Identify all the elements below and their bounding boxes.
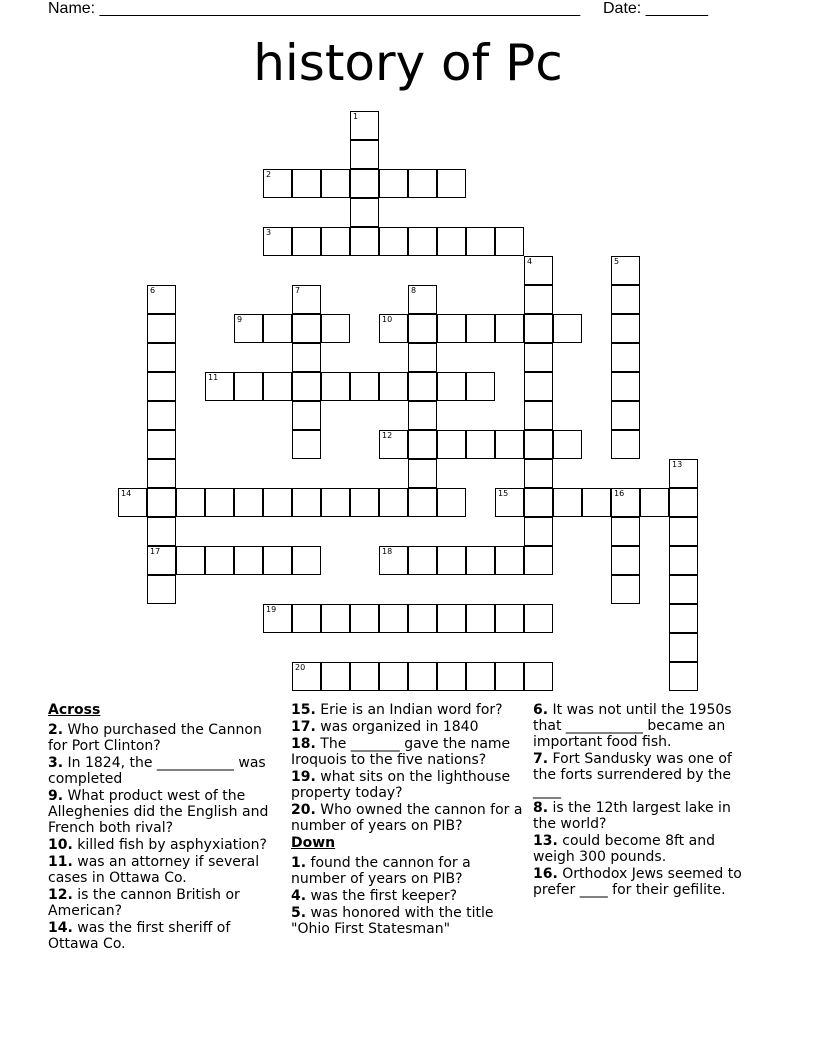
clue-text: found the cannon for a number of years on PIB? <box>291 855 471 887</box>
clue-text: Who purchased the Cannon for Port Clinton? <box>48 722 262 754</box>
clue-text: is the cannon British or American? <box>48 887 240 919</box>
grid-cell[interactable] <box>379 227 408 256</box>
date-label: Date: <box>603 0 642 17</box>
grid-cell[interactable] <box>408 430 437 459</box>
clue-num: 4. <box>291 888 307 904</box>
grid-cell[interactable] <box>176 546 205 575</box>
clue-text: Who owned the cannon for a number of years on PIB? <box>291 802 523 834</box>
grid-cell[interactable] <box>292 604 321 633</box>
grid-cell[interactable] <box>524 488 553 517</box>
clue-item <box>291 888 523 904</box>
clue-item <box>291 719 523 735</box>
clue-item <box>48 755 278 787</box>
clue-text: is the 12th largest lake in the world? <box>533 800 731 832</box>
clue-item <box>48 837 278 853</box>
grid-cell[interactable] <box>263 314 292 343</box>
grid-cell[interactable] <box>147 401 176 430</box>
grid-cell[interactable] <box>611 575 640 604</box>
grid-cell[interactable] <box>379 662 408 691</box>
grid-cell[interactable] <box>408 488 437 517</box>
clue-num: 9. <box>48 788 64 804</box>
clue-text: Erie is an Indian word for? <box>320 702 503 718</box>
grid-cell[interactable] <box>350 488 379 517</box>
grid-cell[interactable] <box>292 401 321 430</box>
grid-cell[interactable] <box>495 546 524 575</box>
grid-cell[interactable] <box>292 285 321 314</box>
grid-cell[interactable] <box>524 517 553 546</box>
grid-cell[interactable] <box>640 488 669 517</box>
clue-number-label: 10 <box>382 315 393 324</box>
clue-number-label: 9 <box>237 315 243 324</box>
grid-cell[interactable] <box>350 169 379 198</box>
grid-cell[interactable] <box>524 285 553 314</box>
clue-number-label: 2 <box>266 170 272 179</box>
grid-cell[interactable] <box>611 314 640 343</box>
grid-cell[interactable] <box>495 488 524 517</box>
clue-item <box>291 855 523 887</box>
across-heading: Across <box>48 702 101 718</box>
grid-cell[interactable] <box>408 662 437 691</box>
grid-cell[interactable] <box>263 546 292 575</box>
clue-num: 15. <box>291 702 316 718</box>
grid-cell[interactable] <box>263 227 292 256</box>
grid-cell[interactable] <box>524 430 553 459</box>
grid-cell[interactable] <box>495 662 524 691</box>
grid-cell[interactable] <box>524 256 553 285</box>
clue-item <box>533 833 758 865</box>
grid-cell[interactable] <box>379 314 408 343</box>
grid-cell[interactable] <box>669 662 698 691</box>
grid-cell[interactable] <box>437 372 466 401</box>
grid-cell[interactable] <box>408 546 437 575</box>
clue-num: 16. <box>533 866 558 882</box>
grid-cell[interactable] <box>147 430 176 459</box>
clue-text: was an attorney if several cases in Ottawa Co. <box>48 854 260 886</box>
clue-num: 19. <box>291 769 316 785</box>
grid-cell[interactable] <box>234 488 263 517</box>
grid-cell[interactable] <box>611 401 640 430</box>
grid-cell[interactable] <box>147 372 176 401</box>
grid-cell[interactable] <box>466 430 495 459</box>
grid-cell[interactable] <box>147 343 176 372</box>
grid-cell[interactable] <box>234 372 263 401</box>
clue-number-label: 11 <box>208 373 219 382</box>
clue-item <box>48 887 278 919</box>
clue-text: Fort Sandusky was one of the forts surrendered by the ____ <box>533 751 732 799</box>
clue-number-label: 7 <box>295 286 301 295</box>
clue-item <box>48 722 278 754</box>
grid-cell[interactable] <box>437 546 466 575</box>
grid-cell[interactable] <box>495 430 524 459</box>
grid-cell[interactable] <box>321 169 350 198</box>
grid-cell[interactable] <box>553 430 582 459</box>
grid-cell[interactable] <box>379 546 408 575</box>
clue-num: 13. <box>533 833 558 849</box>
grid-cell[interactable] <box>669 517 698 546</box>
grid-cell[interactable] <box>466 546 495 575</box>
clue-number-label: 8 <box>411 286 417 295</box>
clue-number-label: 13 <box>672 460 683 469</box>
clue-item <box>291 905 523 937</box>
grid-cell[interactable] <box>524 662 553 691</box>
grid-cell[interactable] <box>321 488 350 517</box>
clue-text: was the first sheriff of Ottawa Co. <box>48 920 231 952</box>
grid-cell[interactable] <box>147 517 176 546</box>
grid-cell[interactable] <box>495 314 524 343</box>
clue-item <box>291 769 523 801</box>
grid-cell[interactable] <box>669 575 698 604</box>
grid-cell[interactable] <box>611 285 640 314</box>
grid-cell[interactable] <box>437 227 466 256</box>
grid-cell[interactable] <box>553 488 582 517</box>
grid-cell[interactable] <box>321 372 350 401</box>
grid-cell[interactable] <box>669 633 698 662</box>
grid-cell[interactable] <box>379 488 408 517</box>
grid-cell[interactable] <box>524 459 553 488</box>
clue-text: In 1824, the ___________ was completed <box>48 755 266 787</box>
grid-cell[interactable] <box>524 343 553 372</box>
clue-item <box>291 702 523 718</box>
clues-column-3 <box>533 702 758 899</box>
clue-text: Orthodox Jews seemed to prefer ____ for their gefilite. <box>533 866 742 898</box>
grid-cell[interactable] <box>466 604 495 633</box>
clue-num: 11. <box>48 854 73 870</box>
grid-cell[interactable] <box>350 227 379 256</box>
grid-cell[interactable] <box>408 285 437 314</box>
grid-cell[interactable] <box>263 488 292 517</box>
grid-cell[interactable] <box>437 314 466 343</box>
clue-number-label: 15 <box>498 489 509 498</box>
clue-item <box>291 802 523 834</box>
grid-cell[interactable] <box>524 372 553 401</box>
grid-cell[interactable] <box>379 430 408 459</box>
grid-cell[interactable] <box>321 227 350 256</box>
grid-cell[interactable] <box>147 459 176 488</box>
grid-cell[interactable] <box>611 256 640 285</box>
grid-cell[interactable] <box>408 314 437 343</box>
grid-cell[interactable] <box>669 546 698 575</box>
grid-cell[interactable] <box>379 169 408 198</box>
grid-cell[interactable] <box>350 372 379 401</box>
clue-number-label: 16 <box>614 489 625 498</box>
clue-item <box>533 800 758 832</box>
grid-cell[interactable] <box>147 314 176 343</box>
grid-cell[interactable] <box>147 488 176 517</box>
grid-cell[interactable] <box>611 517 640 546</box>
clue-num: 5. <box>291 905 307 921</box>
grid-cell[interactable] <box>495 604 524 633</box>
clue-text: What product west of the Alleghenies did the English and French both rival? <box>48 788 269 836</box>
clue-num: 3. <box>48 755 64 771</box>
grid-cell[interactable] <box>611 343 640 372</box>
grid-cell[interactable] <box>147 575 176 604</box>
clue-item <box>533 702 758 750</box>
clue-num: 10. <box>48 837 73 853</box>
clue-number-label: 20 <box>295 663 306 672</box>
clue-num: 2. <box>48 722 64 738</box>
grid-cell[interactable] <box>350 111 379 140</box>
grid-cell[interactable] <box>118 488 147 517</box>
clue-num: 14. <box>48 920 73 936</box>
grid-cell[interactable] <box>292 343 321 372</box>
grid-cell[interactable] <box>408 604 437 633</box>
grid-cell[interactable] <box>611 546 640 575</box>
clue-item <box>48 788 278 836</box>
clues-column-1 <box>48 702 278 953</box>
clue-num: 8. <box>533 800 549 816</box>
grid-cell[interactable] <box>437 604 466 633</box>
grid-cell[interactable] <box>292 169 321 198</box>
grid-cell[interactable] <box>205 488 234 517</box>
clue-num: 17. <box>291 719 316 735</box>
clue-num: 20. <box>291 802 316 818</box>
grid-cell[interactable] <box>292 372 321 401</box>
clue-text: It was not until the 1950s that ___________ became an important food fish. <box>533 702 732 750</box>
grid-cell[interactable] <box>321 662 350 691</box>
grid-cell[interactable] <box>147 546 176 575</box>
grid-cell[interactable] <box>263 169 292 198</box>
grid-cell[interactable] <box>147 285 176 314</box>
down-heading: Down <box>291 835 336 851</box>
grid-cell[interactable] <box>437 430 466 459</box>
clue-text: could become 8ft and weigh 300 pounds. <box>533 833 715 865</box>
grid-cell[interactable] <box>292 662 321 691</box>
clue-number-label: 4 <box>527 257 533 266</box>
grid-cell[interactable] <box>205 546 234 575</box>
grid-cell[interactable] <box>553 314 582 343</box>
clue-num: 18. <box>291 736 316 752</box>
grid-cell[interactable] <box>321 314 350 343</box>
grid-cell[interactable] <box>350 198 379 227</box>
clue-item <box>48 920 278 952</box>
grid-cell[interactable] <box>611 372 640 401</box>
clues-column-2 <box>291 702 523 938</box>
grid-cell[interactable] <box>263 372 292 401</box>
grid-cell[interactable] <box>669 604 698 633</box>
grid-cell[interactable] <box>292 314 321 343</box>
grid-cell[interactable] <box>408 372 437 401</box>
grid-cell[interactable] <box>582 488 611 517</box>
clue-number-label: 19 <box>266 605 277 614</box>
grid-cell[interactable] <box>205 372 234 401</box>
grid-cell[interactable] <box>437 488 466 517</box>
clue-num: 12. <box>48 887 73 903</box>
grid-cell[interactable] <box>466 314 495 343</box>
grid-cell[interactable] <box>379 372 408 401</box>
clue-text: was the first keeper? <box>310 888 458 904</box>
grid-cell[interactable] <box>350 662 379 691</box>
grid-cell[interactable] <box>350 604 379 633</box>
clue-number-label: 18 <box>382 547 393 556</box>
grid-cell[interactable] <box>466 372 495 401</box>
grid-cell[interactable] <box>524 314 553 343</box>
grid-cell[interactable] <box>408 459 437 488</box>
grid-cell[interactable] <box>379 604 408 633</box>
grid-cell[interactable] <box>495 227 524 256</box>
grid-cell[interactable] <box>321 604 350 633</box>
grid-cell[interactable] <box>176 488 205 517</box>
date-line[interactable]: _______ <box>641 0 708 17</box>
grid-cell[interactable] <box>234 314 263 343</box>
grid-cell[interactable] <box>292 488 321 517</box>
clue-number-label: 14 <box>121 489 132 498</box>
grid-cell[interactable] <box>437 169 466 198</box>
clue-item <box>533 866 758 898</box>
grid-cell[interactable] <box>408 401 437 430</box>
puzzle-title: history of Pc <box>253 34 563 92</box>
grid-cell[interactable] <box>611 488 640 517</box>
grid-cell[interactable] <box>263 604 292 633</box>
grid-cell[interactable] <box>408 227 437 256</box>
clue-item <box>48 854 278 886</box>
clue-number-label: 17 <box>150 547 161 556</box>
grid-cell[interactable] <box>292 227 321 256</box>
grid-cell[interactable] <box>350 140 379 169</box>
grid-cell[interactable] <box>611 430 640 459</box>
clue-text: was organized in 1840 <box>320 719 479 735</box>
clue-number-label: 12 <box>382 431 393 440</box>
clue-num: 1. <box>291 855 307 871</box>
grid-cell[interactable] <box>292 430 321 459</box>
grid-cell[interactable] <box>466 662 495 691</box>
clue-text: killed fish by asphyxiation? <box>77 837 267 853</box>
clue-num: 7. <box>533 751 549 767</box>
clue-text: The _______ gave the name Iroquois to the five nations? <box>291 736 511 768</box>
clue-text: was honored with the title "Ohio First Statesman" <box>291 905 494 937</box>
grid-cell[interactable] <box>437 662 466 691</box>
grid-cell[interactable] <box>408 169 437 198</box>
grid-cell[interactable] <box>466 227 495 256</box>
clue-number-label: 6 <box>150 286 156 295</box>
name-label: Name: <box>48 0 96 17</box>
clue-number-label: 3 <box>266 228 272 237</box>
name-line[interactable]: ______________________________________________________ <box>95 0 581 17</box>
grid-cell[interactable] <box>669 459 698 488</box>
clue-item <box>291 736 523 768</box>
grid-cell[interactable] <box>234 546 263 575</box>
clue-item <box>533 751 758 799</box>
clue-num: 6. <box>533 702 549 718</box>
clue-number-label: 5 <box>614 257 620 266</box>
grid-cell[interactable] <box>524 401 553 430</box>
grid-cell[interactable] <box>292 546 321 575</box>
grid-cell[interactable] <box>524 604 553 633</box>
grid-cell[interactable] <box>524 546 553 575</box>
clue-number-label: 1 <box>353 112 359 121</box>
clue-text: what sits on the lighthouse property today? <box>291 769 511 801</box>
grid-cell[interactable] <box>408 343 437 372</box>
grid-cell[interactable] <box>669 488 698 517</box>
